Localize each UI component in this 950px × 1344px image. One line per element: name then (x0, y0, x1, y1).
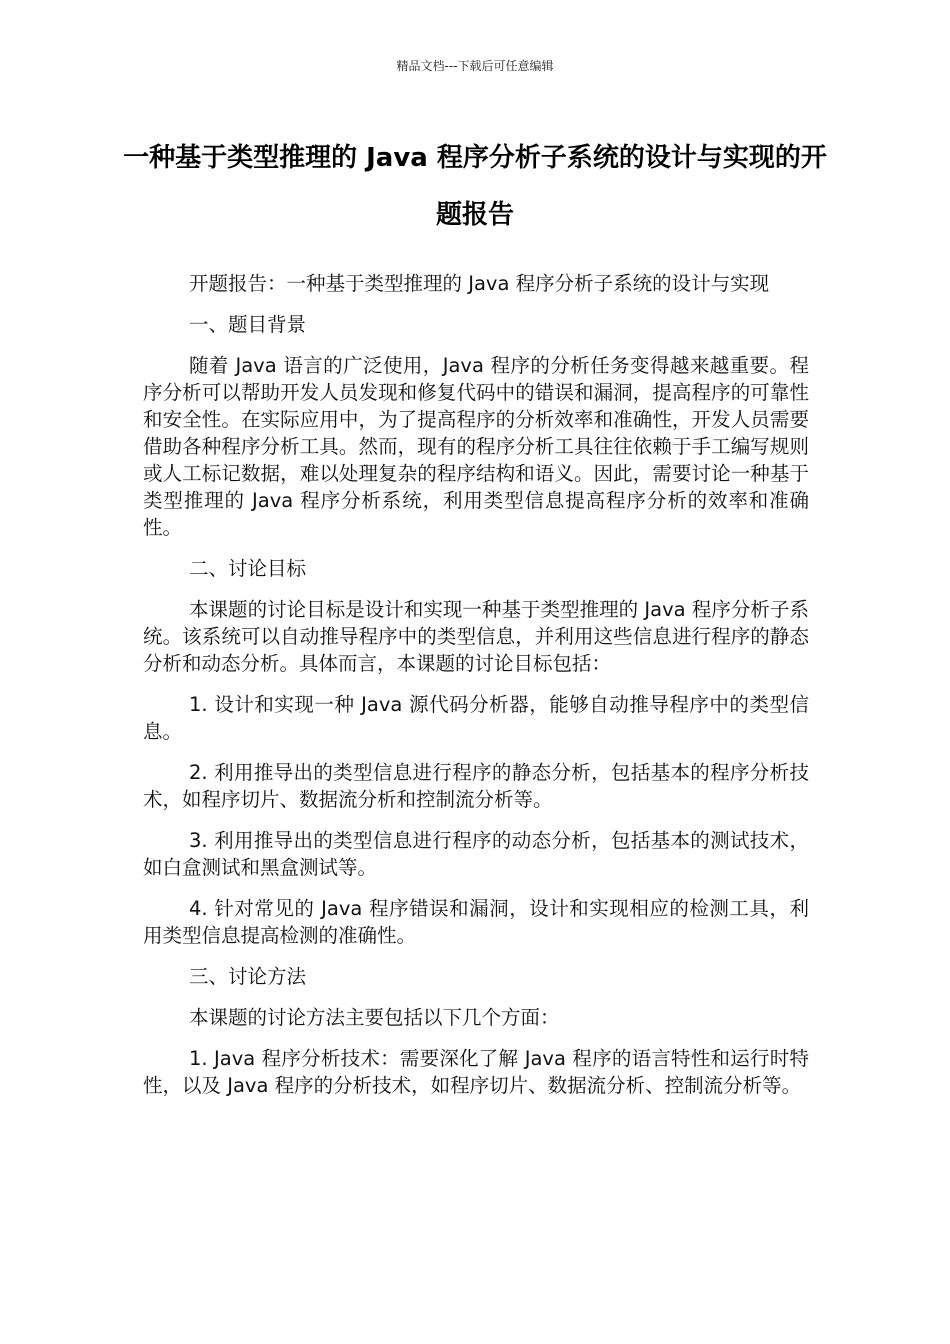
goal-item-2: 2. 利用推导出的类型信息进行程序的静态分析，包括基本的程序分析技术，如程序切片、数据流分析和控制流分析等。 (143, 761, 809, 811)
method-item-1: 1. Java 程序分析技术：需要深化了解 Java 程序的语言特性和运行时特性，以及 Java 程序的分析技术，如程序切片、数据流分析、控制流分析等。 (143, 1047, 809, 1097)
section-heading-background: 一、题目背景 (189, 313, 307, 336)
report-subject-line: 开题报告：一种基于类型推理的 Java 程序分析子系统的设计与实现 (189, 272, 770, 295)
paragraph-background: 随着 Java 语言的广泛使用，Java 程序的分析任务变得越来越重要。程序分析可以帮助开发人员发现和修复代码中的错误和漏洞，提高程序的可靠性和安全性。在实际应用中，为了提高程序的分析效率和准确性，开发人员需要借助各种程序分析工具。然而，现有的程序分析工具往往依赖于手工编写规则或人工标记数据，难以处理复杂的程序结构和语义。因此，需要讨论一种基于类型推理的 Java 程序分析系统，利用类型信息提高程序分析的效率和准确性。 (143, 354, 809, 539)
goal-item-3: 3. 利用推导出的类型信息进行程序的动态分析，包括基本的测试技术，如白盒测试和黑盒测试等。 (143, 829, 809, 879)
document-body (143, 270, 809, 1113)
page-header: 精品文档---下载后可任意编辑 (396, 59, 554, 73)
paragraph-goals-intro: 本课题的讨论目标是设计和实现一种基于类型推理的 Java 程序分析子系统。该系统可以自动推导程序中的类型信息，并利用这些信息进行程序的静态分析和动态分析。具体而言，本课题的讨论目标包括： (143, 598, 809, 675)
document-title: 一种基于类型推理的 Java 程序分析子系统的设计与实现的开题报告 (123, 143, 827, 230)
section-heading-methods: 三、讨论方法 (189, 965, 307, 988)
goal-item-1: 1. 设计和实现一种 Java 源代码分析器，能够自动推导程序中的类型信息。 (143, 693, 809, 743)
goal-item-4: 4. 针对常见的 Java 程序错误和漏洞，设计和实现相应的检测工具，利用类型信息提高检测的准确性。 (143, 897, 809, 947)
section-heading-goals: 二、讨论目标 (189, 557, 307, 580)
paragraph-methods-intro: 本课题的讨论方法主要包括以下几个方面： (189, 1006, 560, 1029)
